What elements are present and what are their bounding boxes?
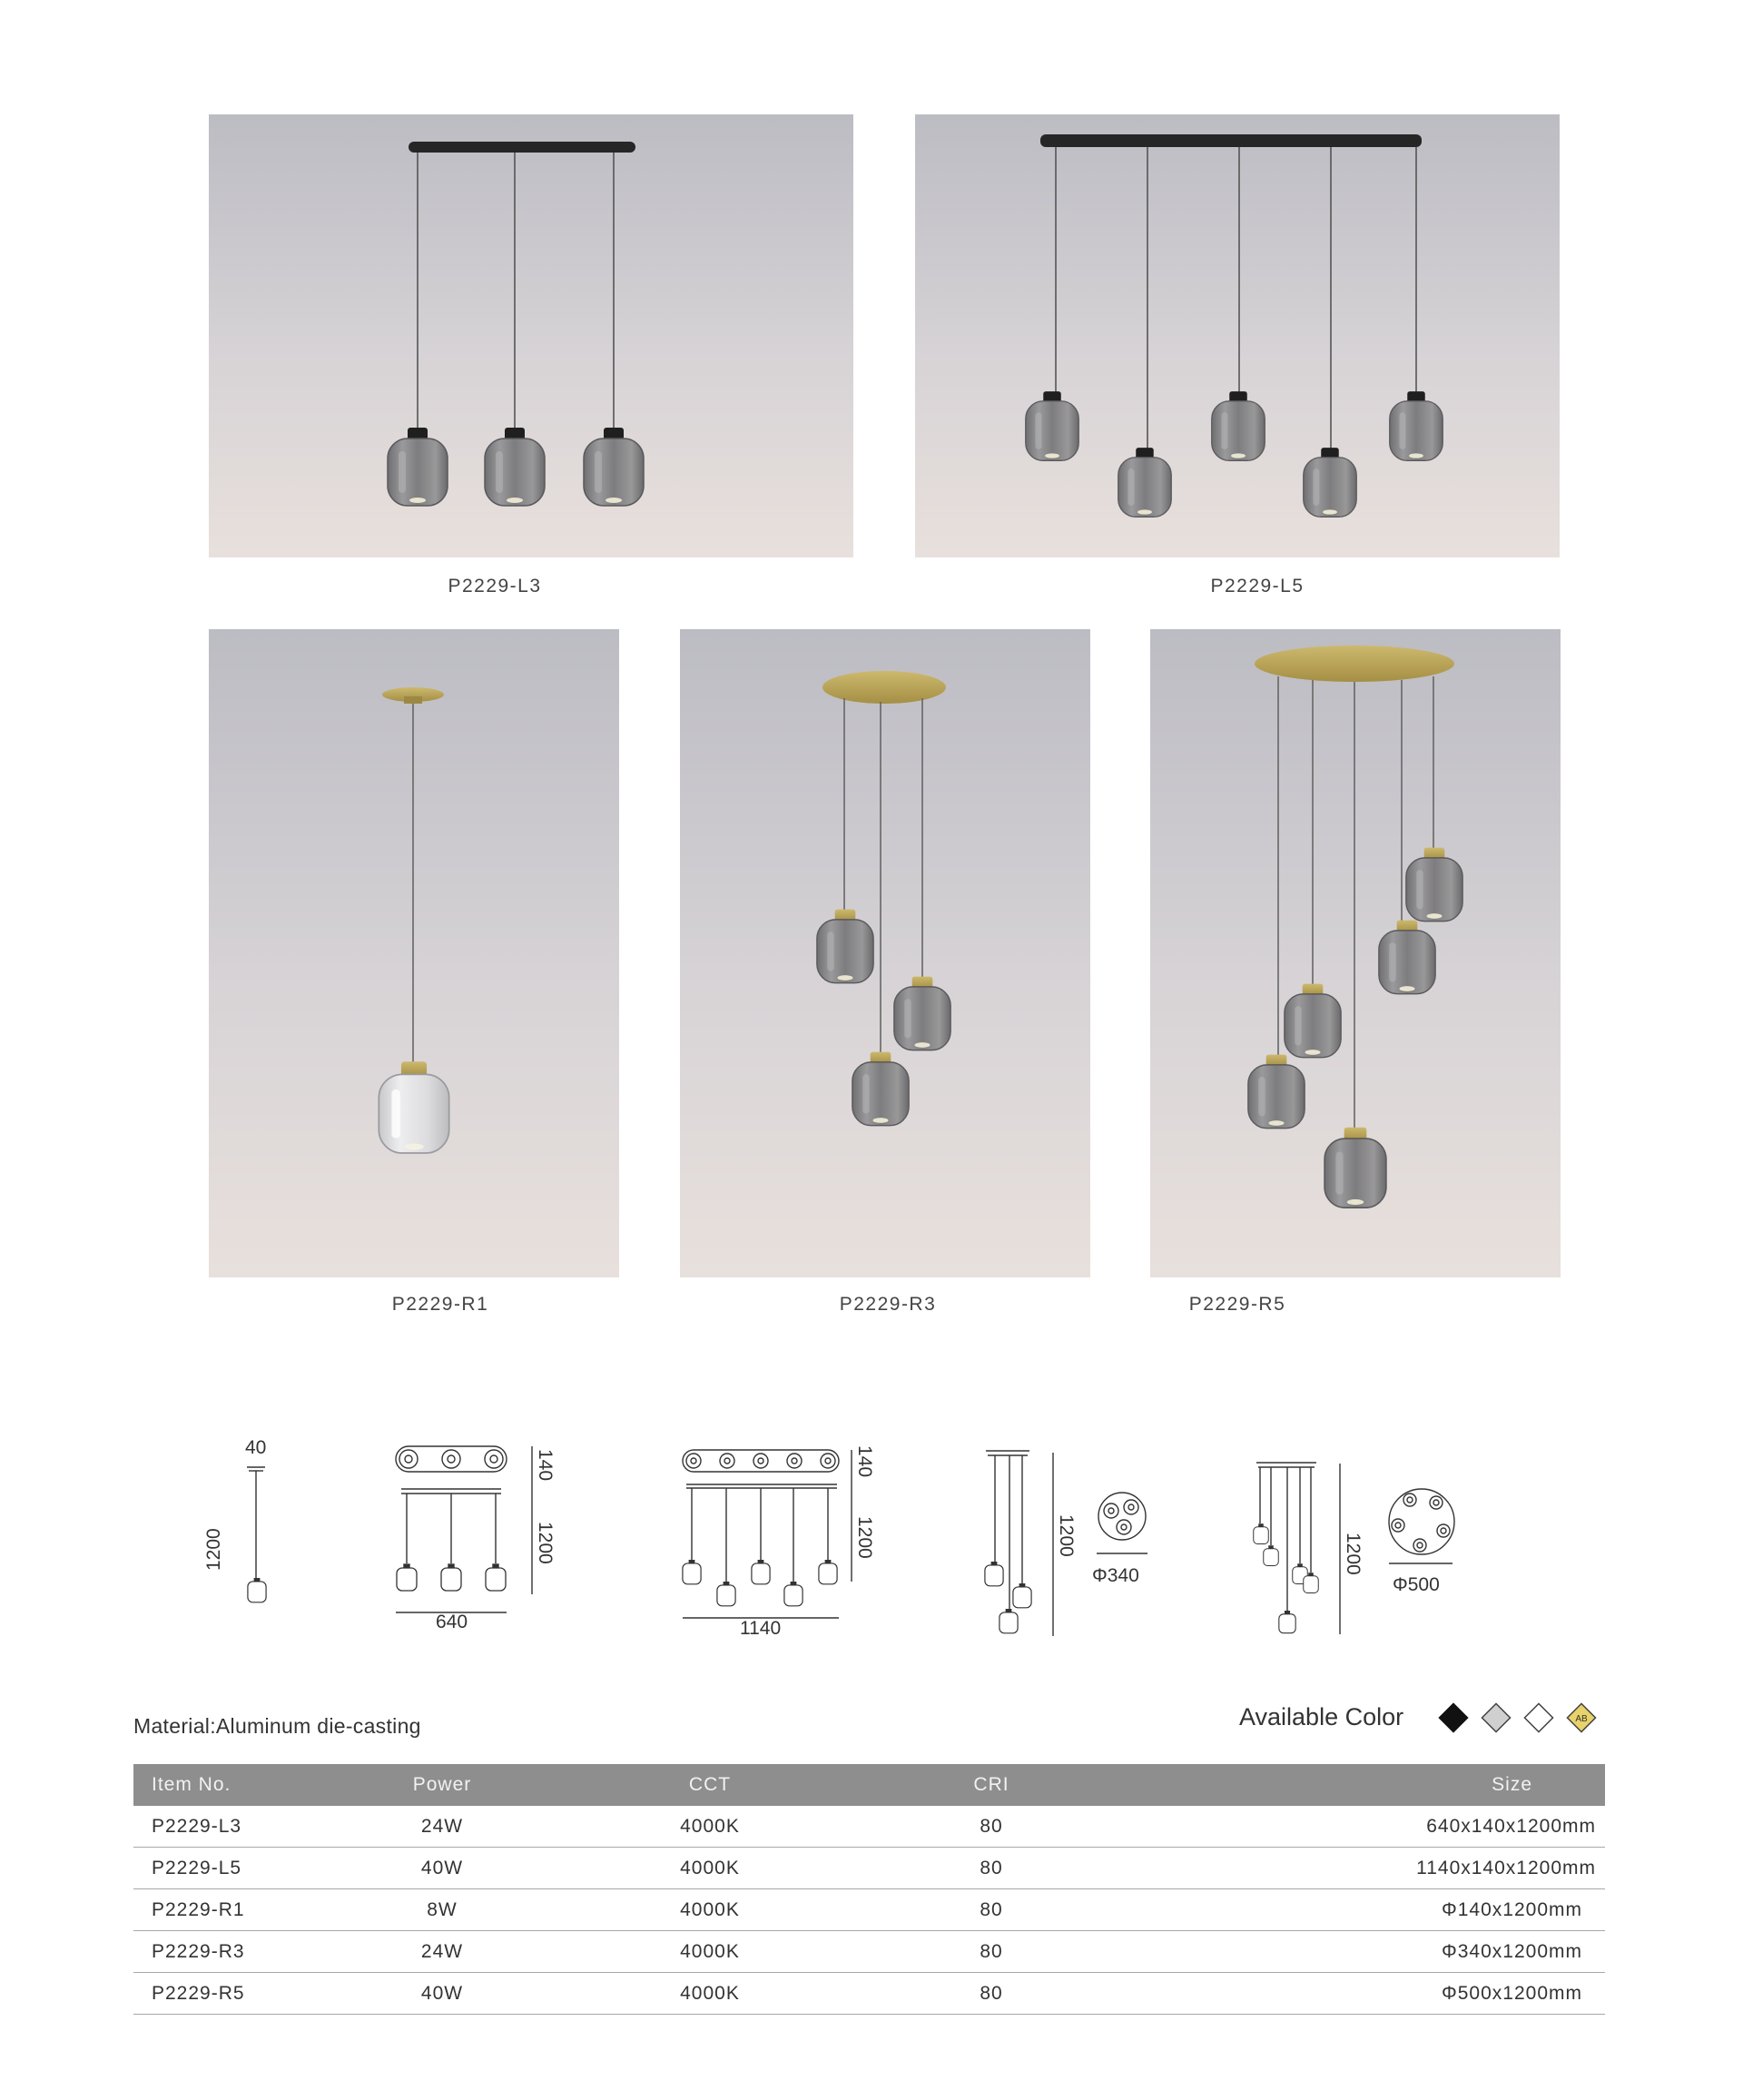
pendant-r5-illustration: [1150, 629, 1561, 1277]
product-photo-r5: [1150, 629, 1561, 1277]
pendant-l5-illustration: [915, 114, 1560, 557]
caption-r3: P2229-R3: [839, 1294, 937, 1315]
cell-item-no: P2229-R5: [133, 1973, 379, 2015]
cell-power: 24W: [379, 1806, 506, 1848]
cell-cct: 4000K: [506, 1931, 914, 1973]
cell-cct: 4000K: [506, 1848, 914, 1889]
dim-drawing-r1: [247, 1467, 266, 1602]
swatch-white: [1524, 1703, 1552, 1731]
product-photo-r1: [209, 629, 619, 1277]
dim-r1-top: 40: [245, 1437, 267, 1458]
cell-item-no: P2229-L5: [133, 1848, 379, 1889]
dim-drawing-l3: [396, 1446, 532, 1612]
pendant-l3-illustration: [209, 114, 853, 557]
dim-l3-depth: 140: [535, 1449, 556, 1482]
header-cri: CRI: [914, 1764, 1068, 1806]
product-photo-l5: [915, 114, 1560, 557]
cell-size: 640x140x1200mm: [1068, 1806, 1605, 1848]
caption-r5: P2229-R5: [1188, 1294, 1286, 1315]
dim-l3-height: 1200: [535, 1522, 556, 1564]
cell-size: Φ340x1200mm: [1068, 1931, 1605, 1973]
caption-l5: P2229-L5: [1210, 576, 1305, 596]
pendant-r1-illustration: [209, 629, 619, 1277]
cell-item-no: P2229-L3: [133, 1806, 379, 1848]
cell-cri: 80: [914, 1973, 1068, 2015]
product-photo-r3: [680, 629, 1090, 1277]
swatch-grey: [1482, 1703, 1510, 1731]
dim-r1-height: 1200: [203, 1528, 224, 1571]
table-row: [133, 1973, 1605, 2015]
swatch-antique-brass: [1567, 1703, 1595, 1731]
header-cct: CCT: [506, 1764, 914, 1806]
dim-r3-diameter: Φ340: [1092, 1565, 1139, 1586]
material-label: Material:Aluminum die-casting: [133, 1714, 421, 1738]
dimension-drawings: [0, 1416, 1743, 1652]
header-item-no: Item No.: [133, 1764, 379, 1806]
cell-power: 40W: [379, 1848, 506, 1889]
cell-cri: 80: [914, 1848, 1068, 1889]
cell-cri: 80: [914, 1889, 1068, 1931]
header-power: Power: [379, 1764, 506, 1806]
cell-cct: 4000K: [506, 1806, 914, 1848]
swatch-black: [1439, 1703, 1467, 1731]
caption-r1: P2229-R1: [391, 1294, 489, 1315]
cell-power: 8W: [379, 1889, 506, 1931]
available-color-label: Available Color: [1239, 1703, 1404, 1730]
dim-r3-height: 1200: [1056, 1514, 1077, 1557]
cell-size: 1140x140x1200mm: [1068, 1848, 1605, 1889]
dim-l5-depth: 140: [854, 1445, 875, 1478]
cell-cri: 80: [914, 1931, 1068, 1973]
dim-drawing-l5: [683, 1450, 852, 1618]
header-size: Size: [1068, 1764, 1605, 1806]
table-row: [133, 1889, 1605, 1931]
cell-size: Φ140x1200mm: [1068, 1889, 1605, 1931]
table-row: [133, 1806, 1605, 1848]
product-photo-l3: [209, 114, 853, 557]
table-header-row: [133, 1764, 1605, 1806]
cell-item-no: P2229-R3: [133, 1931, 379, 1973]
cell-power: 24W: [379, 1931, 506, 1973]
pendant-r3-illustration: [680, 629, 1090, 1277]
cell-power: 40W: [379, 1973, 506, 2015]
cell-cct: 4000K: [506, 1889, 914, 1931]
cell-cct: 4000K: [506, 1973, 914, 2015]
spec-table: [133, 1764, 1605, 2015]
table-row: [133, 1848, 1605, 1889]
caption-l3: P2229-L3: [448, 576, 542, 596]
dim-r5-height: 1200: [1343, 1533, 1364, 1575]
table-row: [133, 1931, 1605, 1973]
dim-l5-height: 1200: [854, 1516, 875, 1559]
cell-size: Φ500x1200mm: [1068, 1973, 1605, 2015]
swatch-ab-label: AB: [1575, 1714, 1588, 1724]
dim-l5-width: 1140: [740, 1618, 782, 1639]
dim-l3-width: 640: [436, 1612, 468, 1632]
cell-cri: 80: [914, 1806, 1068, 1848]
dim-r5-diameter: Φ500: [1393, 1574, 1440, 1595]
cell-item-no: P2229-R1: [133, 1889, 379, 1931]
color-swatches: [1438, 1702, 1601, 1735]
